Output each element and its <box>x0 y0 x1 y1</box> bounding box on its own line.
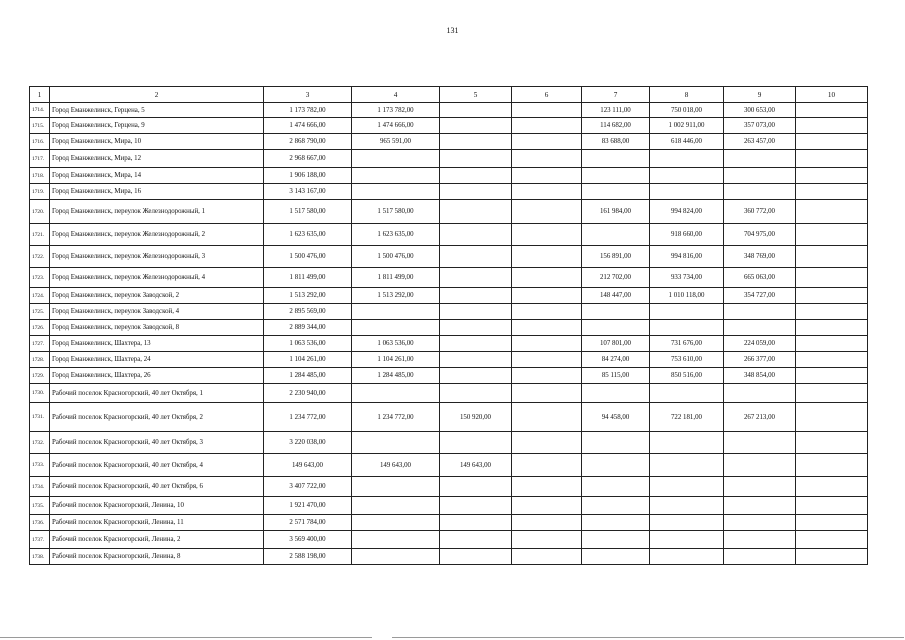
amount-cell-5 <box>440 150 512 168</box>
column-header: 8 <box>650 87 724 103</box>
amount-cell-3: 1 234 772,00 <box>264 403 352 432</box>
amount-cell-5 <box>440 531 512 549</box>
amount-cell-5 <box>440 384 512 403</box>
amount-cell-6 <box>512 288 582 304</box>
amount-cell-9: 300 653,00 <box>724 103 796 118</box>
amount-cell-8 <box>650 549 724 565</box>
table-row <box>30 336 868 352</box>
amount-cell-3: 2 588 198,00 <box>264 549 352 565</box>
column-header: 5 <box>440 87 512 103</box>
amount-cell-8 <box>650 497 724 515</box>
amount-cell-10 <box>796 336 868 352</box>
amount-cell-6 <box>512 336 582 352</box>
amount-cell-5 <box>440 549 512 565</box>
amount-cell-7 <box>582 531 650 549</box>
row-number-cell: 1735. <box>30 497 50 515</box>
amount-cell-7: 161 984,00 <box>582 200 650 224</box>
amount-cell-9: 267 213,00 <box>724 403 796 432</box>
amount-cell-4 <box>352 184 440 200</box>
amount-cell-4 <box>352 168 440 184</box>
amount-cell-9: 357 073,00 <box>724 118 796 134</box>
amount-cell-3: 1 500 476,00 <box>264 246 352 268</box>
amount-cell-5 <box>440 134 512 150</box>
address-cell: Рабочий поселок Красногорский, 40 лет Октября, 2 <box>50 403 264 432</box>
amount-cell-9 <box>724 531 796 549</box>
amount-cell-10 <box>796 200 868 224</box>
amount-cell-8: 750 018,00 <box>650 103 724 118</box>
amount-cell-3: 3 220 038,00 <box>264 432 352 454</box>
scan-line <box>392 637 904 638</box>
table-row <box>30 384 868 403</box>
amount-cell-4: 1 474 666,00 <box>352 118 440 134</box>
amount-cell-3: 2 868 790,00 <box>264 134 352 150</box>
amount-cell-6 <box>512 184 582 200</box>
amount-cell-4: 1 500 476,00 <box>352 246 440 268</box>
table-row <box>30 368 868 384</box>
amount-cell-10 <box>796 118 868 134</box>
amount-cell-10 <box>796 304 868 320</box>
row-number-cell: 1720. <box>30 200 50 224</box>
amount-cell-9: 348 769,00 <box>724 246 796 268</box>
amount-cell-4 <box>352 549 440 565</box>
address-cell: Рабочий поселок Красногорский, 40 лет Октября, 4 <box>50 454 264 477</box>
amount-cell-4: 149 643,00 <box>352 454 440 477</box>
amount-cell-10 <box>796 224 868 246</box>
amount-cell-10 <box>796 497 868 515</box>
table-row <box>30 168 868 184</box>
amount-cell-5 <box>440 368 512 384</box>
column-header: 4 <box>352 87 440 103</box>
table-row <box>30 497 868 515</box>
amount-cell-10 <box>796 368 868 384</box>
amount-cell-4: 1 811 499,00 <box>352 268 440 288</box>
address-cell: Город Еманжелинск, переулок Железнодорожный, 4 <box>50 268 264 288</box>
amount-cell-8: 618 446,00 <box>650 134 724 150</box>
table-row <box>30 246 868 268</box>
row-number-cell: 1721. <box>30 224 50 246</box>
amount-cell-5 <box>440 497 512 515</box>
amount-cell-10 <box>796 403 868 432</box>
row-number-cell: 1717. <box>30 150 50 168</box>
amount-cell-7: 156 891,00 <box>582 246 650 268</box>
amount-cell-7: 212 702,00 <box>582 268 650 288</box>
amount-cell-6 <box>512 384 582 403</box>
amount-cell-10 <box>796 384 868 403</box>
amount-cell-7: 123 111,00 <box>582 103 650 118</box>
amount-cell-8 <box>650 320 724 336</box>
amount-cell-7: 148 447,00 <box>582 288 650 304</box>
row-number-cell: 1730. <box>30 384 50 403</box>
row-number-cell: 1715. <box>30 118 50 134</box>
amount-cell-8 <box>650 384 724 403</box>
column-header: 1 <box>30 87 50 103</box>
amount-cell-3: 2 571 784,00 <box>264 515 352 531</box>
amount-cell-5 <box>440 336 512 352</box>
amount-cell-9 <box>724 432 796 454</box>
amount-cell-6 <box>512 200 582 224</box>
address-cell: Рабочий поселок Красногорский, Ленина, 10 <box>50 497 264 515</box>
column-header: 7 <box>582 87 650 103</box>
amount-cell-3: 3 569 400,00 <box>264 531 352 549</box>
amount-cell-9: 224 059,00 <box>724 336 796 352</box>
amount-cell-5 <box>440 288 512 304</box>
amount-cell-4: 1 513 292,00 <box>352 288 440 304</box>
amount-cell-7: 84 274,00 <box>582 352 650 368</box>
row-number-cell: 1731. <box>30 403 50 432</box>
table-row <box>30 288 868 304</box>
amount-cell-7 <box>582 184 650 200</box>
address-cell: Город Еманжелинск, Герцена, 5 <box>50 103 264 118</box>
amount-cell-4: 1 517 580,00 <box>352 200 440 224</box>
address-cell: Рабочий поселок Красногорский, 40 лет Октября, 3 <box>50 432 264 454</box>
amount-cell-10 <box>796 246 868 268</box>
amount-cell-9: 266 377,00 <box>724 352 796 368</box>
amount-cell-8 <box>650 531 724 549</box>
table-row <box>30 515 868 531</box>
amount-cell-3: 1 921 470,00 <box>264 497 352 515</box>
amount-cell-6 <box>512 118 582 134</box>
amount-cell-7 <box>582 515 650 531</box>
row-number-cell: 1724. <box>30 288 50 304</box>
amount-cell-4 <box>352 531 440 549</box>
amount-cell-10 <box>796 184 868 200</box>
row-number-cell: 1729. <box>30 368 50 384</box>
amount-cell-4: 1 234 772,00 <box>352 403 440 432</box>
amount-cell-9: 360 772,00 <box>724 200 796 224</box>
amount-cell-3: 1 173 782,00 <box>264 103 352 118</box>
column-header: 3 <box>264 87 352 103</box>
amount-cell-9: 704 975,00 <box>724 224 796 246</box>
amount-cell-9: 354 727,00 <box>724 288 796 304</box>
row-number-cell: 1726. <box>30 320 50 336</box>
amount-cell-6 <box>512 477 582 497</box>
amount-cell-7 <box>582 304 650 320</box>
amount-cell-9 <box>724 304 796 320</box>
table-row <box>30 200 868 224</box>
amount-cell-5 <box>440 477 512 497</box>
address-cell: Город Еманжелинск, переулок Железнодорожный, 2 <box>50 224 264 246</box>
amount-cell-5 <box>440 320 512 336</box>
table-row <box>30 549 868 565</box>
amount-cell-10 <box>796 454 868 477</box>
amount-cell-4: 965 591,00 <box>352 134 440 150</box>
amount-cell-6 <box>512 134 582 150</box>
table-row <box>30 134 868 150</box>
row-number-cell: 1725. <box>30 304 50 320</box>
amount-cell-3: 1 623 635,00 <box>264 224 352 246</box>
amount-cell-6 <box>512 352 582 368</box>
amount-cell-8 <box>650 432 724 454</box>
row-number-cell: 1732. <box>30 432 50 454</box>
row-number-cell: 1722. <box>30 246 50 268</box>
address-cell: Рабочий поселок Красногорский, Ленина, 8 <box>50 549 264 565</box>
amount-cell-7 <box>582 224 650 246</box>
amount-cell-10 <box>796 288 868 304</box>
amount-cell-8 <box>650 168 724 184</box>
amount-cell-8 <box>650 515 724 531</box>
address-cell: Город Еманжелинск, Мира, 12 <box>50 150 264 168</box>
amount-cell-4: 1 173 782,00 <box>352 103 440 118</box>
amount-cell-5 <box>440 118 512 134</box>
amount-cell-5 <box>440 184 512 200</box>
row-number-cell: 1738. <box>30 549 50 565</box>
amount-cell-7 <box>582 168 650 184</box>
amount-cell-9 <box>724 150 796 168</box>
row-number-cell: 1733. <box>30 454 50 477</box>
row-number-cell: 1737. <box>30 531 50 549</box>
amount-cell-6 <box>512 432 582 454</box>
amount-cell-9: 263 457,00 <box>724 134 796 150</box>
table-row <box>30 103 868 118</box>
amount-cell-6 <box>512 150 582 168</box>
address-cell: Рабочий поселок Красногорский, 40 лет Октября, 6 <box>50 477 264 497</box>
amount-cell-3: 2 889 344,00 <box>264 320 352 336</box>
amount-cell-9 <box>724 549 796 565</box>
amount-cell-6 <box>512 103 582 118</box>
column-header: 9 <box>724 87 796 103</box>
amount-cell-10 <box>796 352 868 368</box>
address-cell: Город Еманжелинск, переулок Железнодорожный, 1 <box>50 200 264 224</box>
amount-cell-7: 114 682,00 <box>582 118 650 134</box>
amount-cell-5 <box>440 168 512 184</box>
table-row <box>30 150 868 168</box>
amount-cell-8: 994 824,00 <box>650 200 724 224</box>
amount-cell-10 <box>796 320 868 336</box>
amount-cell-4: 1 063 536,00 <box>352 336 440 352</box>
register-table <box>29 86 868 565</box>
row-number-cell: 1723. <box>30 268 50 288</box>
amount-cell-6 <box>512 515 582 531</box>
amount-cell-4 <box>352 497 440 515</box>
amount-cell-9 <box>724 384 796 403</box>
amount-cell-9 <box>724 454 796 477</box>
column-header: 2 <box>50 87 264 103</box>
address-cell: Город Еманжелинск, Мира, 10 <box>50 134 264 150</box>
amount-cell-6 <box>512 246 582 268</box>
column-header: 6 <box>512 87 582 103</box>
row-number-cell: 1716. <box>30 134 50 150</box>
amount-cell-8 <box>650 477 724 497</box>
amount-cell-7: 94 458,00 <box>582 403 650 432</box>
amount-cell-10 <box>796 134 868 150</box>
amount-cell-6 <box>512 403 582 432</box>
table-row <box>30 352 868 368</box>
amount-cell-5 <box>440 103 512 118</box>
amount-cell-7 <box>582 384 650 403</box>
table-row <box>30 118 868 134</box>
table-row <box>30 184 868 200</box>
row-number-cell: 1727. <box>30 336 50 352</box>
amount-cell-3: 1 811 499,00 <box>264 268 352 288</box>
amount-cell-9 <box>724 184 796 200</box>
amount-cell-4 <box>352 432 440 454</box>
amount-cell-3: 149 643,00 <box>264 454 352 477</box>
amount-cell-10 <box>796 103 868 118</box>
amount-cell-6 <box>512 320 582 336</box>
table-row <box>30 477 868 497</box>
table-row <box>30 224 868 246</box>
amount-cell-3: 1 063 536,00 <box>264 336 352 352</box>
address-cell: Город Еманжелинск, переулок Заводской, 4 <box>50 304 264 320</box>
amount-cell-3: 1 104 261,00 <box>264 352 352 368</box>
page-number: 131 <box>446 26 459 35</box>
address-cell: Рабочий поселок Красногорский, Ленина, 11 <box>50 515 264 531</box>
amount-cell-5 <box>440 268 512 288</box>
address-cell: Город Еманжелинск, переулок Железнодорожный, 3 <box>50 246 264 268</box>
row-number-cell: 1728. <box>30 352 50 368</box>
amount-cell-4: 1 284 485,00 <box>352 368 440 384</box>
amount-cell-6 <box>512 368 582 384</box>
table-row <box>30 403 868 432</box>
address-cell: Город Еманжелинск, Шахтера, 26 <box>50 368 264 384</box>
amount-cell-3: 1 906 188,00 <box>264 168 352 184</box>
amount-cell-4 <box>352 384 440 403</box>
amount-cell-5 <box>440 432 512 454</box>
address-cell: Рабочий поселок Красногорский, Ленина, 2 <box>50 531 264 549</box>
address-cell: Город Еманжелинск, Мира, 14 <box>50 168 264 184</box>
amount-cell-5 <box>440 224 512 246</box>
amount-cell-5 <box>440 352 512 368</box>
table-row <box>30 320 868 336</box>
amount-cell-6 <box>512 168 582 184</box>
amount-cell-8: 1 010 118,00 <box>650 288 724 304</box>
amount-cell-4 <box>352 477 440 497</box>
row-number-cell: 1719. <box>30 184 50 200</box>
amount-cell-5 <box>440 304 512 320</box>
amount-cell-6 <box>512 454 582 477</box>
amount-cell-8 <box>650 454 724 477</box>
row-number-cell: 1718. <box>30 168 50 184</box>
amount-cell-9 <box>724 477 796 497</box>
amount-cell-9 <box>724 515 796 531</box>
amount-cell-5 <box>440 246 512 268</box>
amount-cell-4: 1 623 635,00 <box>352 224 440 246</box>
amount-cell-8 <box>650 184 724 200</box>
address-cell: Город Еманжелинск, переулок Заводской, 2 <box>50 288 264 304</box>
amount-cell-10 <box>796 515 868 531</box>
amount-cell-9 <box>724 497 796 515</box>
table-row <box>30 268 868 288</box>
amount-cell-4 <box>352 150 440 168</box>
address-cell: Город Еманжелинск, Герцена, 9 <box>50 118 264 134</box>
amount-cell-8 <box>650 304 724 320</box>
amount-cell-3: 3 407 722,00 <box>264 477 352 497</box>
amount-cell-8: 722 181,00 <box>650 403 724 432</box>
row-number-cell: 1736. <box>30 515 50 531</box>
amount-cell-6 <box>512 497 582 515</box>
amount-cell-3: 1 517 580,00 <box>264 200 352 224</box>
amount-cell-6 <box>512 224 582 246</box>
amount-cell-7 <box>582 150 650 168</box>
amount-cell-7: 85 115,00 <box>582 368 650 384</box>
amount-cell-6 <box>512 531 582 549</box>
amount-cell-9: 665 063,00 <box>724 268 796 288</box>
amount-cell-10 <box>796 549 868 565</box>
amount-cell-3: 1 474 666,00 <box>264 118 352 134</box>
amount-cell-7 <box>582 549 650 565</box>
amount-cell-4 <box>352 304 440 320</box>
amount-cell-10 <box>796 168 868 184</box>
amount-cell-7 <box>582 477 650 497</box>
address-cell: Город Еманжелинск, Шахтера, 13 <box>50 336 264 352</box>
amount-cell-4 <box>352 320 440 336</box>
row-number-cell: 1734. <box>30 477 50 497</box>
amount-cell-5: 150 920,00 <box>440 403 512 432</box>
table-row <box>30 304 868 320</box>
amount-cell-9: 348 854,00 <box>724 368 796 384</box>
table-row <box>30 531 868 549</box>
amount-cell-3: 2 968 667,00 <box>264 150 352 168</box>
table-body <box>30 103 868 565</box>
amount-cell-8: 850 516,00 <box>650 368 724 384</box>
amount-cell-3: 1 513 292,00 <box>264 288 352 304</box>
amount-cell-10 <box>796 268 868 288</box>
address-cell: Город Еманжелинск, переулок Заводской, 8 <box>50 320 264 336</box>
amount-cell-5 <box>440 515 512 531</box>
amount-cell-9 <box>724 320 796 336</box>
amount-cell-4 <box>352 515 440 531</box>
amount-cell-5 <box>440 200 512 224</box>
column-header: 10 <box>796 87 868 103</box>
amount-cell-6 <box>512 304 582 320</box>
amount-cell-3: 2 895 569,00 <box>264 304 352 320</box>
amount-cell-8: 933 734,00 <box>650 268 724 288</box>
address-cell: Город Еманжелинск, Мира, 16 <box>50 184 264 200</box>
table-row <box>30 454 868 477</box>
amount-cell-3: 3 143 167,00 <box>264 184 352 200</box>
amount-cell-7: 107 801,00 <box>582 336 650 352</box>
amount-cell-7 <box>582 497 650 515</box>
address-cell: Рабочий поселок Красногорский, 40 лет Октября, 1 <box>50 384 264 403</box>
amount-cell-9 <box>724 168 796 184</box>
row-number-cell: 1714. <box>30 103 50 118</box>
table-row <box>30 432 868 454</box>
amount-cell-3: 1 284 485,00 <box>264 368 352 384</box>
amount-cell-3: 2 230 940,00 <box>264 384 352 403</box>
header-row <box>30 87 868 103</box>
scan-line <box>0 637 372 638</box>
amount-cell-8: 1 002 911,00 <box>650 118 724 134</box>
amount-cell-7: 83 688,00 <box>582 134 650 150</box>
amount-cell-5: 149 643,00 <box>440 454 512 477</box>
amount-cell-8: 994 816,00 <box>650 246 724 268</box>
amount-cell-8: 918 660,00 <box>650 224 724 246</box>
amount-cell-10 <box>796 432 868 454</box>
amount-cell-7 <box>582 454 650 477</box>
amount-cell-8 <box>650 150 724 168</box>
amount-cell-7 <box>582 320 650 336</box>
amount-cell-10 <box>796 531 868 549</box>
amount-cell-10 <box>796 150 868 168</box>
amount-cell-4: 1 104 261,00 <box>352 352 440 368</box>
address-cell: Город Еманжелинск, Шахтера, 24 <box>50 352 264 368</box>
amount-cell-10 <box>796 477 868 497</box>
amount-cell-8: 753 610,00 <box>650 352 724 368</box>
amount-cell-8: 731 676,00 <box>650 336 724 352</box>
amount-cell-7 <box>582 432 650 454</box>
amount-cell-6 <box>512 268 582 288</box>
amount-cell-6 <box>512 549 582 565</box>
